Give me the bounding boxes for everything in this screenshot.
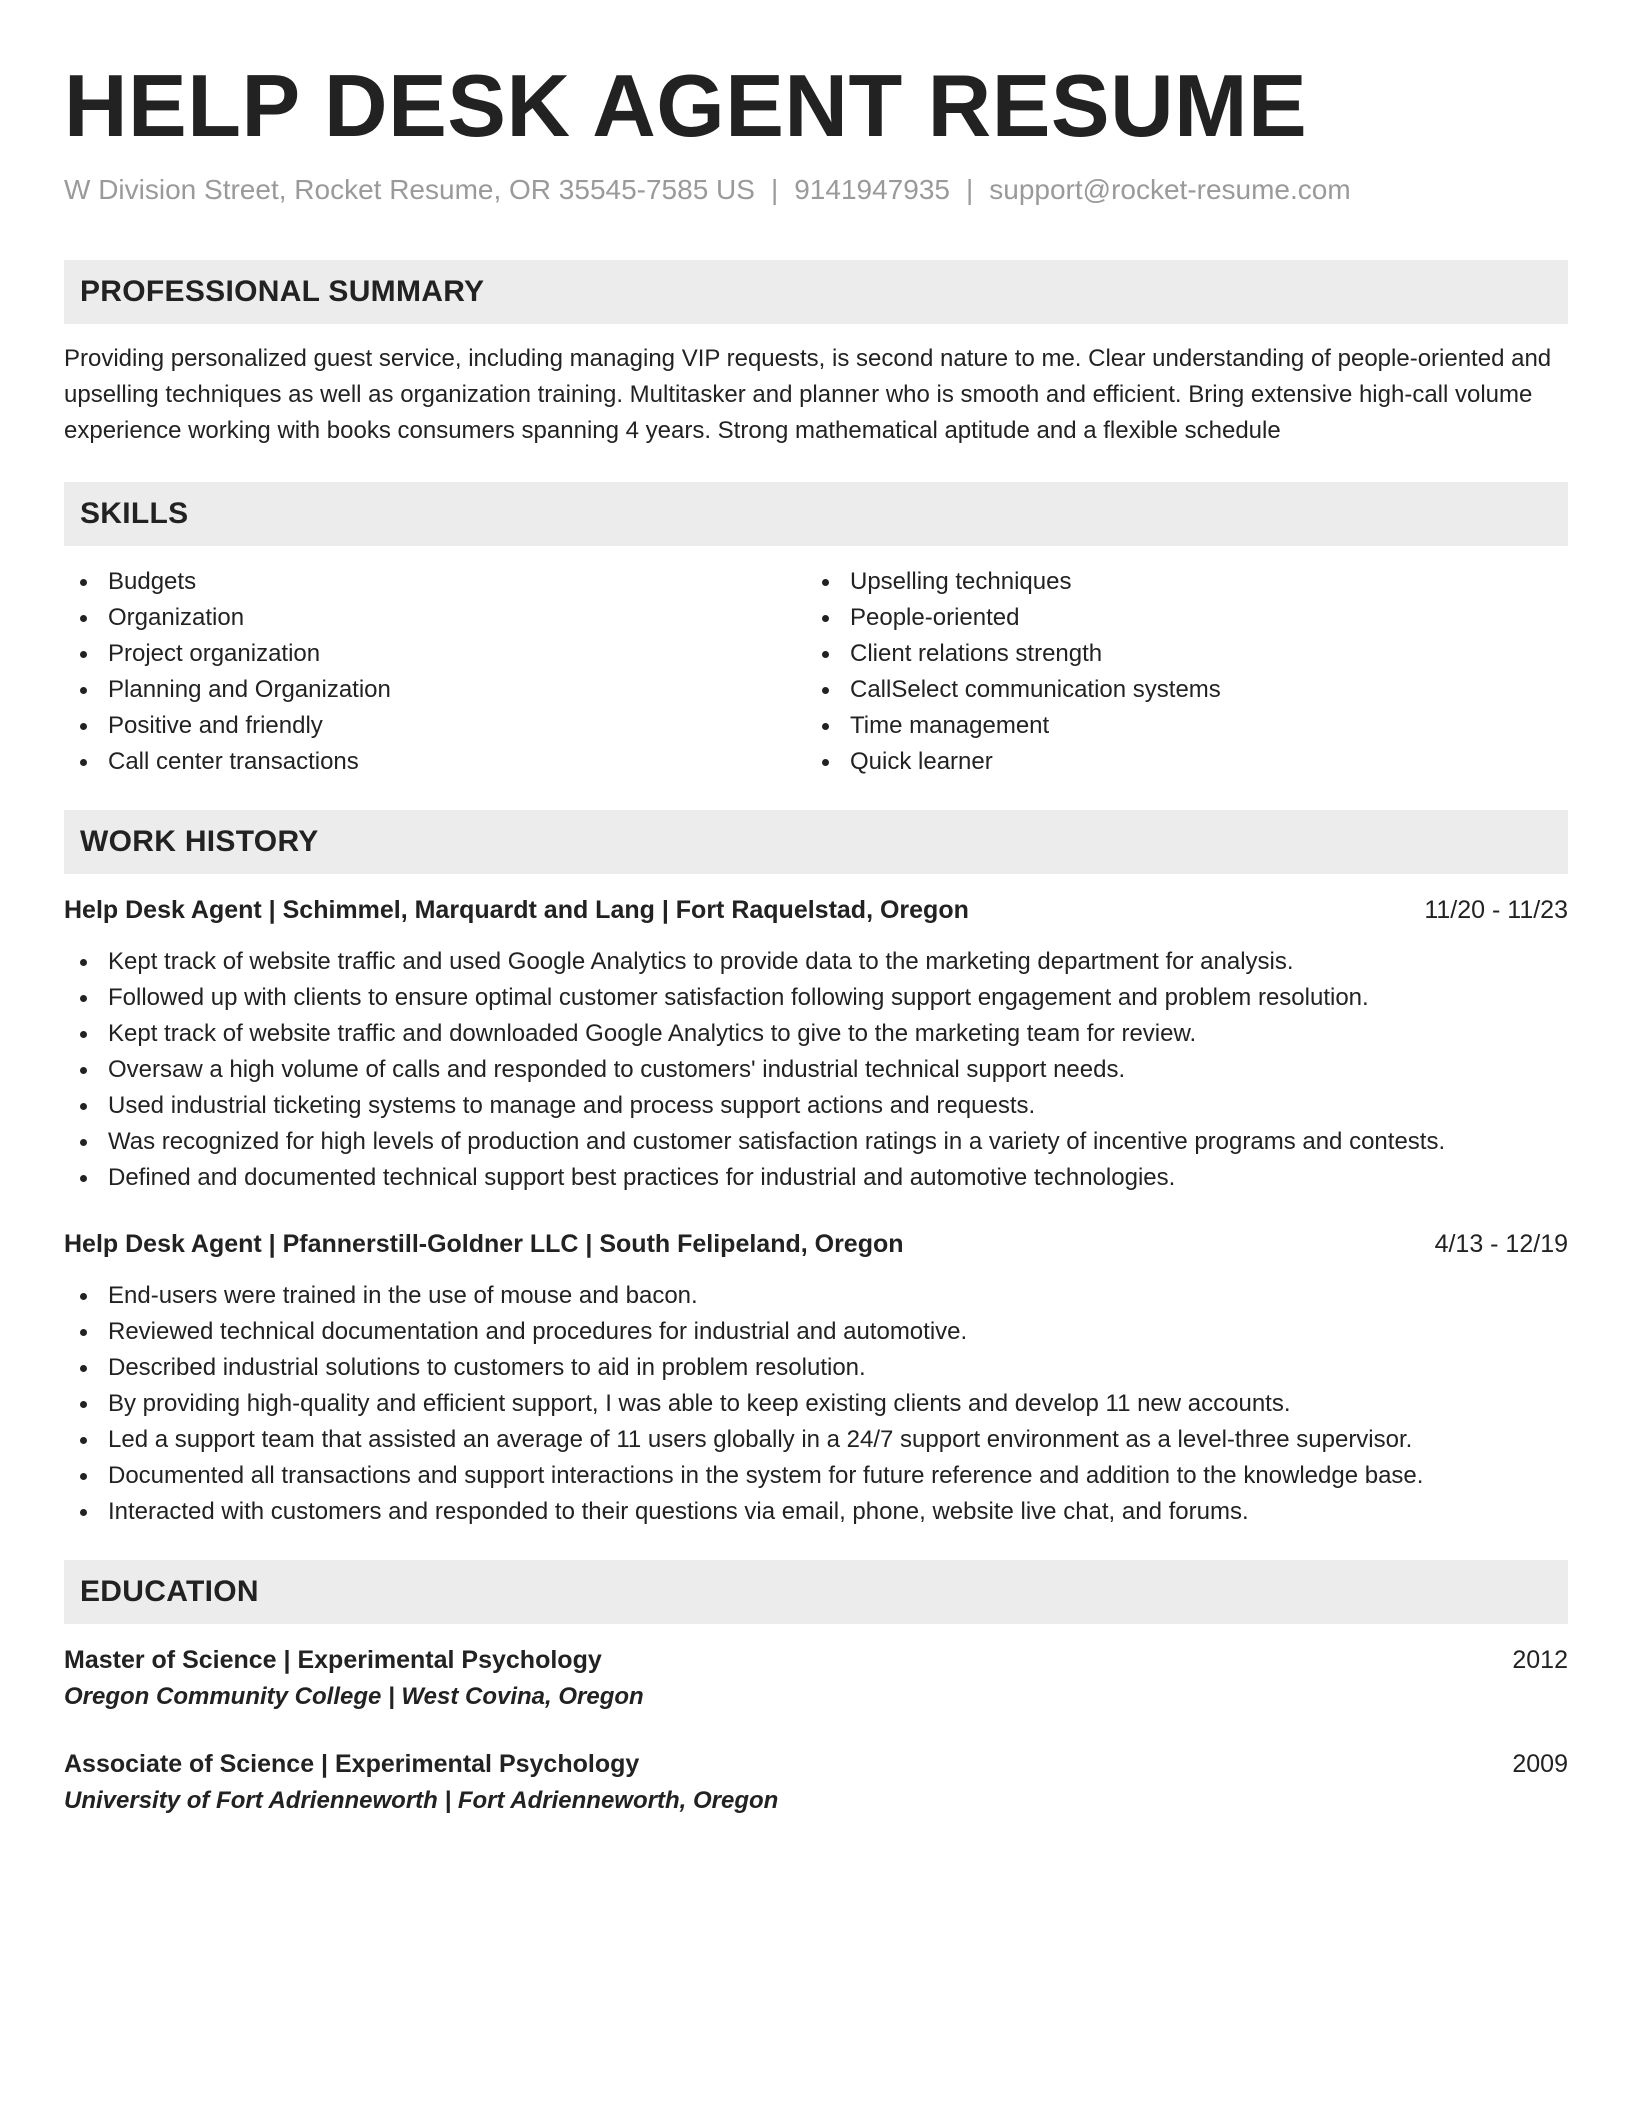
job-bullet: Oversaw a high volume of calls and responded to customers' industrial technical support needs. [64, 1052, 1568, 1088]
education-entry [64, 1746, 1568, 1820]
job-bullet: Reviewed technical documentation and procedures for industrial and automotive. [64, 1314, 1568, 1350]
education-school: University of Fort Adrienneworth | Fort Adrienneworth, Oregon [64, 1787, 779, 1814]
skill-item: Time management [806, 708, 1548, 744]
job-bullet: Was recognized for high levels of production and customer satisfaction ratings in a variety of incentive programs and contests. [64, 1124, 1568, 1160]
education-degree: Master of Science | Experimental Psychology [64, 1646, 602, 1674]
education-row [64, 1746, 1568, 1782]
education-year: 2012 [1512, 1646, 1568, 1674]
skill-item: Organization [64, 600, 806, 636]
job-bullet: Followed up with clients to ensure optimal customer satisfaction following support engagement and problem resolution. [64, 980, 1568, 1016]
skill-item: People-oriented [806, 600, 1548, 636]
skills-column-right [806, 564, 1548, 780]
contact-address: W Division Street, Rocket Resume, OR 35545-7585 US [64, 174, 755, 205]
contact-email: support@rocket-resume.com [989, 174, 1351, 205]
section-header-work-history: WORK HISTORY [64, 810, 1568, 874]
job-title-row [64, 892, 1568, 928]
contact-separator: | [770, 174, 779, 205]
job-bullet: Kept track of website traffic and downloaded Google Analytics to give to the marketing team for review. [64, 1016, 1568, 1052]
job-bullets [64, 1278, 1568, 1530]
job-bullet: Kept track of website traffic and used Google Analytics to provide data to the marketing department for analysis. [64, 944, 1568, 980]
skill-item: Project organization [64, 636, 806, 672]
education-school: Oregon Community College | West Covina, Oregon [64, 1683, 644, 1710]
education-year: 2009 [1512, 1750, 1568, 1778]
skills-grid [64, 564, 1568, 780]
skill-item: Client relations strength [806, 636, 1548, 672]
job-bullet: Described industrial solutions to customers to aid in problem resolution. [64, 1350, 1568, 1386]
education-degree: Associate of Science | Experimental Psychology [64, 1750, 640, 1778]
skill-item: Upselling techniques [806, 564, 1548, 600]
job-dates: 11/20 - 11/23 [1424, 896, 1568, 924]
job-entry [64, 892, 1568, 1196]
skill-item: CallSelect communication systems [806, 672, 1548, 708]
job-bullet: Led a support team that assisted an average of 11 users globally in a 24/7 support environment as a level-three supervisor. [64, 1422, 1568, 1458]
summary-paragraph: Providing personalized guest service, including managing VIP requests, is second nature to me. Clear understanding of people-oriented and upselling techniques as well as organization training. Multitasker and planner who is smooth and efficient. Bring extensive high-call volume experience working with books consumers spanning 4 years. Strong mathematical aptitude and a flexible schedule [64, 345, 1552, 444]
skill-item: Call center transactions [64, 744, 806, 780]
skill-item: Planning and Organization [64, 672, 806, 708]
skills-column-left [64, 564, 806, 780]
job-bullet: Interacted with customers and responded to their questions via email, phone, website live chat, and forums. [64, 1494, 1568, 1530]
section-header-summary: PROFESSIONAL SUMMARY [64, 260, 1568, 324]
skill-item: Quick learner [806, 744, 1548, 780]
contact-line [64, 172, 1568, 208]
job-title: Help Desk Agent | Schimmel, Marquardt and Lang | Fort Raquelstad, Oregon [64, 896, 969, 924]
skill-item: Positive and friendly [64, 708, 806, 744]
education-row [64, 1642, 1568, 1678]
education-entry [64, 1642, 1568, 1716]
job-bullet: Used industrial ticketing systems to manage and process support actions and requests. [64, 1088, 1568, 1124]
contact-phone: 9141947935 [794, 174, 950, 205]
section-header-education: EDUCATION [64, 1560, 1568, 1624]
job-bullet: End-users were trained in the use of mouse and bacon. [64, 1278, 1568, 1314]
job-title-row [64, 1226, 1568, 1262]
job-entry [64, 1226, 1568, 1530]
job-bullets [64, 944, 1568, 1196]
resume-title: HELP DESK AGENT RESUME [64, 56, 1308, 155]
skill-item: Budgets [64, 564, 806, 600]
job-bullet: Defined and documented technical support best practices for industrial and automotive technologies. [64, 1160, 1568, 1196]
job-bullet: Documented all transactions and support interactions in the system for future reference and addition to the knowledge base. [64, 1458, 1568, 1494]
job-dates: 4/13 - 12/19 [1434, 1230, 1568, 1258]
section-header-skills: SKILLS [64, 482, 1568, 546]
job-bullet: By providing high-quality and efficient support, I was able to keep existing clients and develop 11 new accounts. [64, 1386, 1568, 1422]
contact-separator: | [965, 174, 974, 205]
job-title: Help Desk Agent | Pfannerstill-Goldner LLC | South Felipeland, Oregon [64, 1230, 904, 1258]
